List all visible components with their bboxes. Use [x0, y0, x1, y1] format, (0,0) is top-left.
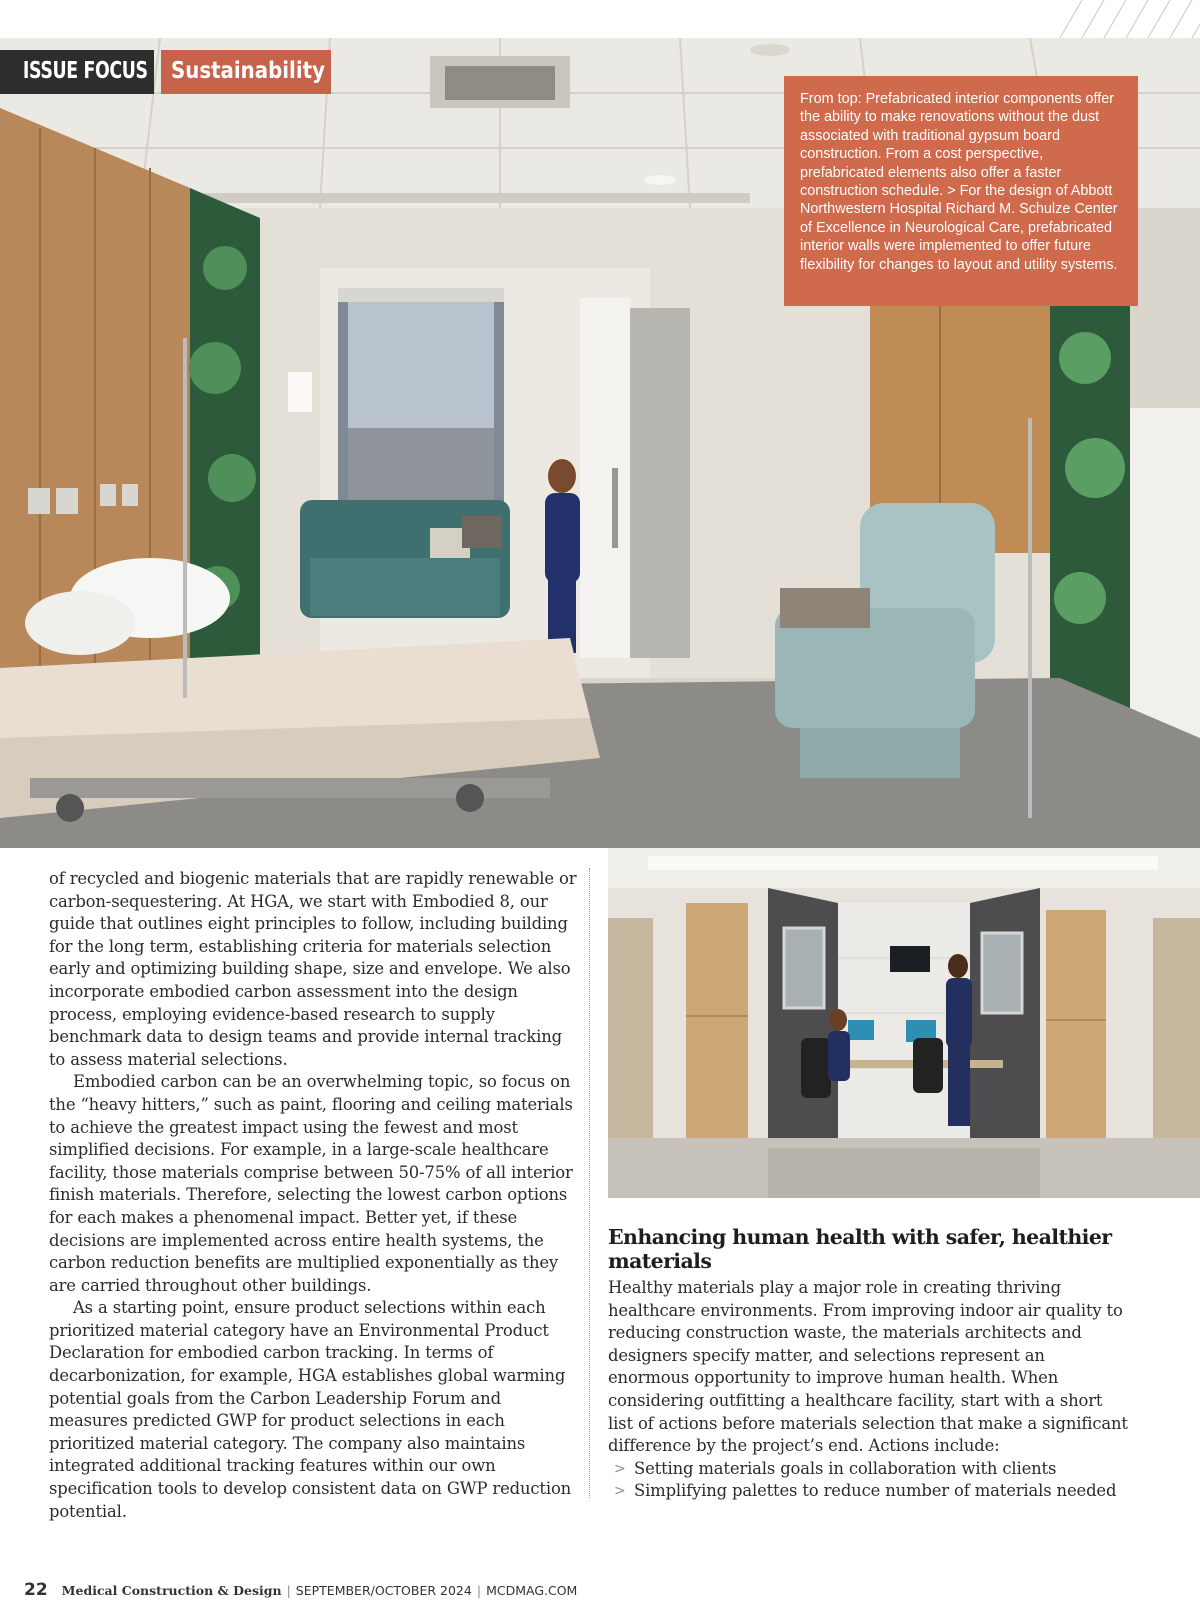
chevron-right-icon: >: [614, 1460, 626, 1477]
body-paragraph: As a starting point, ensure product selections within each prioritized material category have an Environmental Product Declaration for embodied carbon tracking. In terms of decarbonization, for example, HGA establishes global warming potential goals from the Carbon Leadership Forum and measures predicted GWP for product selections in each prioritized material category. The company also maintains integrated additional tracking features within our own specification tools to develop consistent data on GWP reduction potential.: [49, 1298, 572, 1521]
left-column-text: [49, 868, 579, 1523]
photo-caption: From top: Prefabricated interior components offer the ability to make renovations without the dust associated with traditional gypsum board construction. From a cost perspective, prefabricated elements also offer a faster construction schedule. > For the design of Abbott Northwestern Hospital Richard M. Schulze Center of Excellence in Neurological Care, prefabricated interior walls were implemented to offer future flexibility for changes to layout and utility systems.: [784, 76, 1138, 306]
section-heading: Enhancing human health with safer, healthier materials: [608, 1225, 1112, 1273]
page-footer: [24, 1580, 577, 1600]
topic-label: Sustainability: [161, 50, 331, 94]
body-paragraph: Embodied carbon can be an overwhelming topic, so focus on the “heavy hitters,” such as paint, flooring and ceiling materials to achieve the greatest impact using the fewest and most simplified decisions. For example, in a large-scale healthcare facility, those materials comprise between 50-75% of all interior finish materials. Therefore, selecting the lowest carbon options for each makes a phenomenal impact. Better yet, if these decisions are implemented across entire health systems, the carbon reduction benefits are multiplied exponentially as they are carried throughout other buildings.: [49, 1072, 573, 1295]
body-paragraph: Healthy materials play a major role in creating thriving healthcare environments. From improving indoor air quality to reducing construction waste, the materials architects and designers specify matter, and selections represent an enormous opportunity to improve human health. When considering outfitting a healthcare facility, start with a short list of actions before materials selection that make a significant difference by the project’s end. Actions include:: [608, 1278, 1128, 1456]
section-label: ISSUE FOCUS: [0, 50, 154, 94]
website-link[interactable]: MCDMAG.COM: [486, 1583, 578, 1598]
column-divider: [589, 868, 590, 1498]
issue-focus-tag: [0, 50, 331, 94]
corner-hatch-decoration: [1040, 0, 1200, 38]
body-paragraph: of recycled and biogenic materials that are rapidly renewable or carbon-sequestering. At HGA, we start with Embodied 8, our guide that outlines eight principles to follow, including building for the long term, establishing criteria for materials selection early and optimizing building shape, size and envelope. We also incorporate embodied carbon assessment into the design process, employing evidence-based research to supply benchmark data to design teams and provide internal tracking to assess material selections.: [49, 869, 577, 1069]
action-list: [608, 1458, 1128, 1503]
nurse-station-photo: [608, 848, 1200, 1198]
page-number: 22: [24, 1580, 48, 1600]
chevron-right-icon: >: [614, 1483, 626, 1500]
issue-date: SEPTEMBER/OCTOBER 2024: [295, 1583, 472, 1598]
right-column-text: [608, 1226, 1128, 1503]
footer-separator: |: [286, 1583, 291, 1598]
list-item: > Simplifying palettes to reduce number of materials needed: [608, 1480, 1128, 1503]
footer-separator: |: [476, 1583, 482, 1598]
list-item: > Setting materials goals in collaboration with clients: [608, 1458, 1128, 1481]
publication-name: Medical Construction & Design: [61, 1583, 282, 1598]
second-photo: [608, 848, 1200, 1198]
